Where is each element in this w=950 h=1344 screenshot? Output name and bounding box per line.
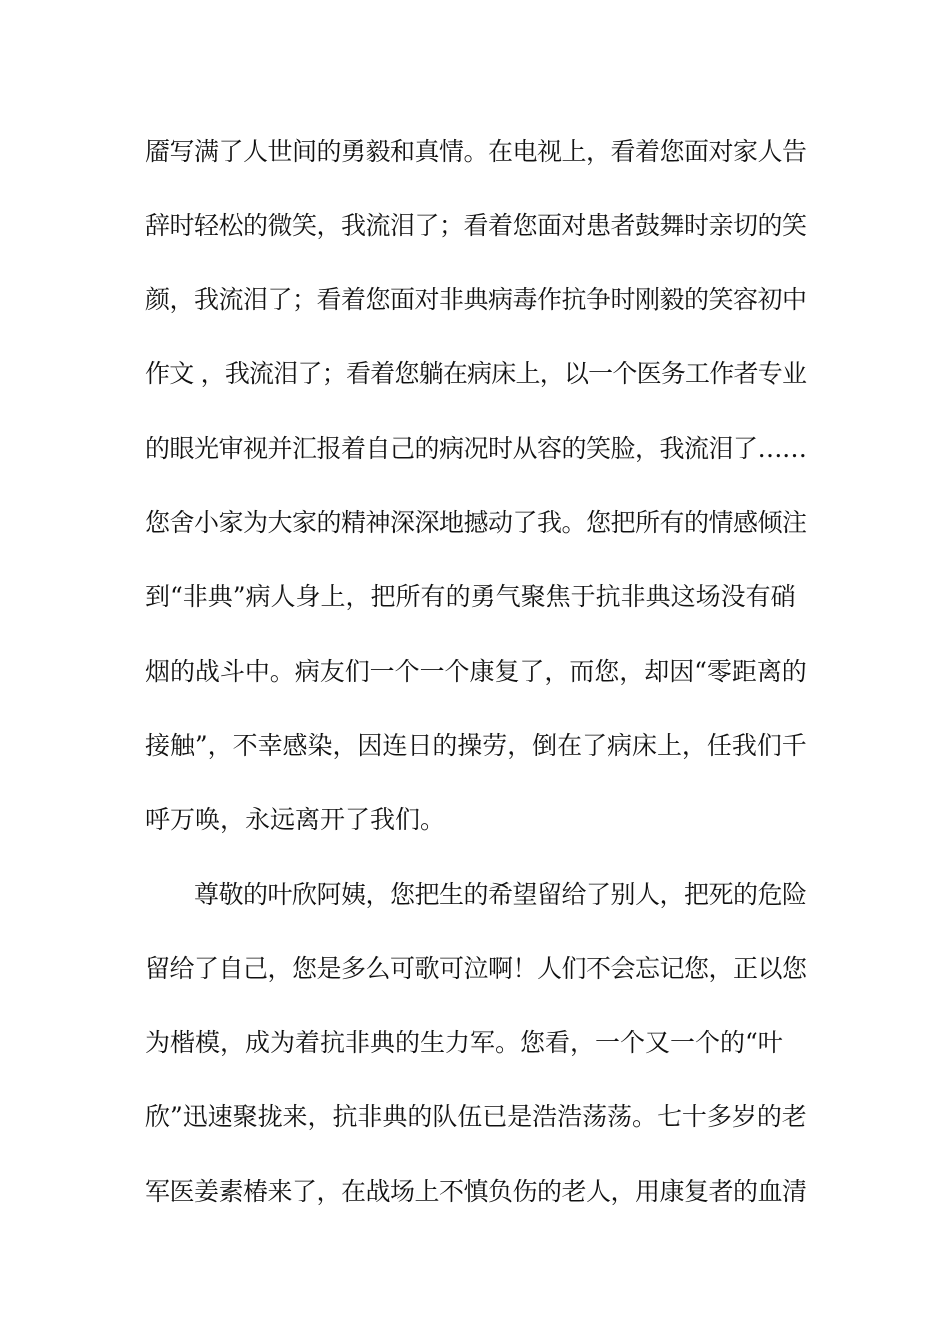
- text-line: 的眼光审视并汇报着自己的病况时从容的笑脸，我流泪了……: [145, 434, 807, 463]
- text-line: 留给了自己，您是多么可歌可泣啊！人们不会忘记您，正以您: [145, 954, 807, 983]
- text-line: 接触”，不幸感染，因连日的操劳，倒在了病床上，任我们千: [145, 731, 807, 760]
- paragraph-first-line: 尊敬的叶欣阿姨，您把生的希望留给了别人，把死的危险: [194, 880, 807, 909]
- text-line: 欣”迅速聚拢来，抗非典的队伍已是浩浩荡荡。七十多岁的老: [145, 1102, 807, 1131]
- text-line: 颜，我流泪了；看着您面对非典病毒作抗争时刚毅的笑容初中: [145, 285, 807, 314]
- text-line: 您舍小家为大家的精神深深地撼动了我。您把所有的情感倾注: [145, 508, 807, 537]
- text-line: 到“非典”病人身上，把所有的勇气聚焦于抗非典这场没有硝: [145, 582, 796, 611]
- text-line: 烟的战斗中。病友们一个一个康复了，而您，却因“零距离的: [145, 657, 807, 686]
- text-line: 辞时轻松的微笑，我流泪了；看着您面对患者鼓舞时亲切的笑: [145, 211, 807, 240]
- text-line: 作文 ，我流泪了；看着您躺在病床上，以一个医务工作者专业: [145, 359, 807, 388]
- text-line: 为楷模，成为着抗非典的生力军。您看，一个又一个的“叶: [145, 1028, 783, 1057]
- text-line: 呼万唤，永远离开了我们。: [145, 805, 446, 834]
- text-line: 靥写满了人世间的勇毅和真情。在电视上，看着您面对家人告: [145, 137, 807, 166]
- text-line: 军医姜素椿来了，在战场上不慎负伤的老人，用康复者的血清: [145, 1177, 807, 1206]
